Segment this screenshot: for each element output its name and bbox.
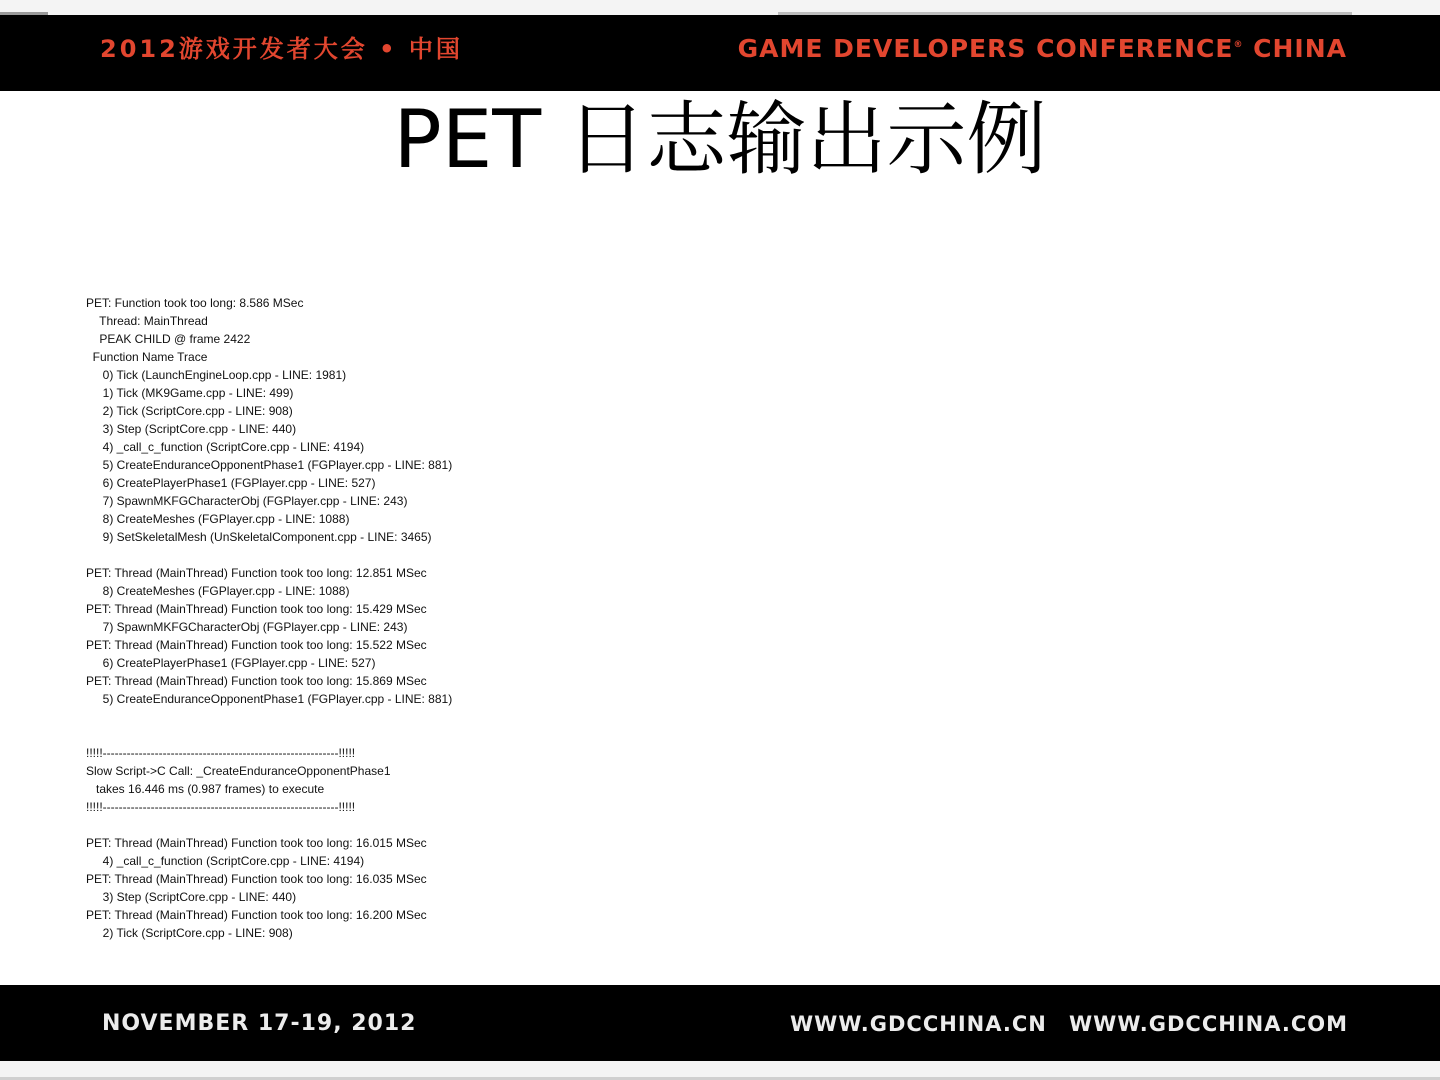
conference-name-english-suffix: CHINA	[1243, 34, 1347, 63]
log-output	[86, 294, 786, 942]
log-line: !!!!!-----------------------------------------------------------!!!!!	[86, 746, 356, 760]
log-line: 9) SetSkeletalMesh (UnSkeletalComponent.cpp - LINE: 3465)	[86, 530, 432, 544]
conference-name-chinese: 2012游戏开发者大会 • 中国	[100, 35, 463, 63]
bottom-edge-strip	[0, 1061, 1440, 1080]
log-line: PET: Thread (MainThread) Function took too long: 15.429 MSec	[86, 602, 427, 616]
log-line: 6) CreatePlayerPhase1 (FGPlayer.cpp - LINE: 527)	[86, 656, 376, 670]
log-line	[86, 726, 786, 744]
log-line: 5) CreateEnduranceOpponentPhase1 (FGPlayer.cpp - LINE: 881)	[86, 692, 453, 706]
registered-mark: ®	[1233, 40, 1244, 50]
log-line: 7) SpawnMKFGCharacterObj (FGPlayer.cpp - LINE: 243)	[86, 620, 408, 634]
website-com: WWW.GDCCHINA.COM	[1069, 1012, 1348, 1036]
conference-name-english-text: GAME DEVELOPERS CONFERENCE	[737, 34, 1234, 63]
log-line: Function Name Trace	[86, 350, 208, 364]
log-line: PET: Function took too long: 8.586 MSec	[86, 296, 304, 310]
log-line: 0) Tick (LaunchEngineLoop.cpp - LINE: 1981)	[86, 368, 347, 382]
log-line	[86, 708, 786, 726]
log-line: PET: Thread (MainThread) Function took too long: 15.869 MSec	[86, 674, 427, 688]
log-line: 2) Tick (ScriptCore.cpp - LINE: 908)	[86, 404, 293, 418]
log-line: PET: Thread (MainThread) Function took too long: 12.851 MSec	[86, 566, 427, 580]
log-line: 3) Step (ScriptCore.cpp - LINE: 440)	[86, 422, 297, 436]
log-line: 6) CreatePlayerPhase1 (FGPlayer.cpp - LINE: 527)	[86, 476, 376, 490]
top-edge-strip	[0, 0, 1440, 15]
log-line: Slow Script->C Call: _CreateEnduranceOpponentPhase1	[86, 764, 391, 778]
log-line: 7) SpawnMKFGCharacterObj (FGPlayer.cpp - LINE: 243)	[86, 494, 408, 508]
log-line: PET: Thread (MainThread) Function took too long: 16.015 MSec	[86, 836, 427, 850]
log-line: !!!!!-----------------------------------------------------------!!!!!	[86, 800, 356, 814]
slide-title: PET 日志输出示例	[393, 93, 1047, 186]
log-line: 8) CreateMeshes (FGPlayer.cpp - LINE: 1088)	[86, 512, 350, 526]
log-line: 2) Tick (ScriptCore.cpp - LINE: 908)	[86, 926, 293, 940]
conference-name-english	[738, 29, 1347, 69]
log-line: 4) _call_c_function (ScriptCore.cpp - LINE: 4194)	[86, 440, 365, 454]
log-line: 1) Tick (MK9Game.cpp - LINE: 499)	[86, 386, 294, 400]
log-line	[86, 546, 786, 564]
log-line: 3) Step (ScriptCore.cpp - LINE: 440)	[86, 890, 297, 904]
website-cn: WWW.GDCCHINA.CN	[790, 1012, 1047, 1036]
log-line: PET: Thread (MainThread) Function took too long: 15.522 MSec	[86, 638, 427, 652]
log-line	[86, 816, 786, 834]
log-line: PET: Thread (MainThread) Function took too long: 16.035 MSec	[86, 872, 427, 886]
log-line: Thread: MainThread	[86, 314, 208, 328]
log-line: PEAK CHILD @ frame 2422	[86, 332, 251, 346]
conference-dates: NOVEMBER 17-19, 2012	[102, 1011, 417, 1036]
log-line: 5) CreateEnduranceOpponentPhase1 (FGPlayer.cpp - LINE: 881)	[86, 458, 453, 472]
log-line: PET: Thread (MainThread) Function took too long: 16.200 MSec	[86, 908, 427, 922]
log-line: takes 16.446 ms (0.987 frames) to execute	[86, 782, 325, 796]
log-line: 4) _call_c_function (ScriptCore.cpp - LINE: 4194)	[86, 854, 365, 868]
log-line: 8) CreateMeshes (FGPlayer.cpp - LINE: 1088)	[86, 584, 350, 598]
